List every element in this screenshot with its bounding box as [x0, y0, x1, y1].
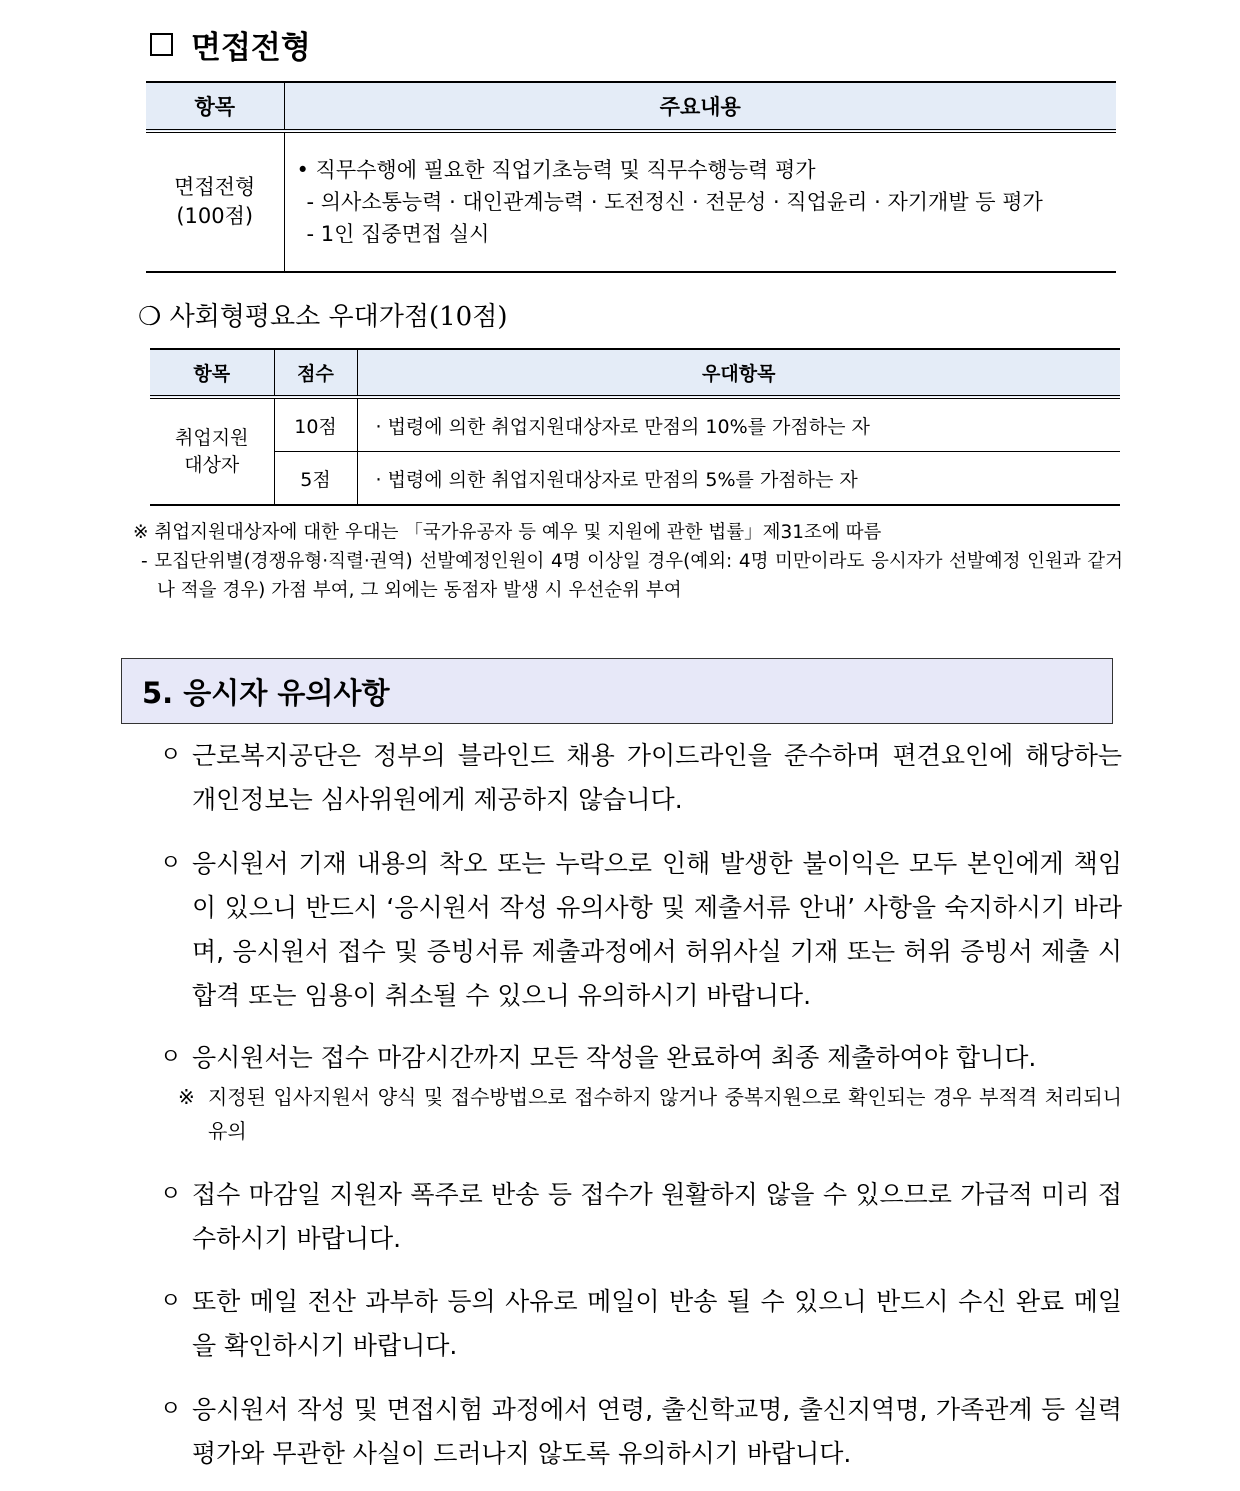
interview-line-1: • 직무수행에 필요한 직업기초능력 및 직무수행능력 평가	[296, 158, 816, 182]
bonus-category-line1: 취업지원	[175, 426, 249, 449]
list-item	[160, 1173, 1122, 1261]
bullet-icon: ㅇ	[160, 1289, 182, 1314]
bonus-table	[150, 348, 1120, 506]
checkbox-square-icon	[150, 33, 173, 56]
section5-banner	[121, 658, 1113, 724]
bullet-icon: ㅇ	[160, 1397, 182, 1422]
table-row	[150, 397, 1120, 452]
interview-line-2: - 의사소통능력 · 대인관계능력 · 도전정신 · 전문성 · 직업윤리 · 자기개발 등 평가	[306, 190, 1043, 214]
interview-section-title	[150, 22, 311, 67]
bullet-icon: ㅇ	[160, 1045, 182, 1070]
bonus-score-cell: 10점	[274, 397, 357, 452]
interview-category-line1: 면접전형	[174, 175, 256, 199]
bonus-header-benefit: 우대항목	[357, 349, 1120, 397]
bonus-header-score: 점수	[274, 349, 357, 397]
interview-title-text: 면접전형	[191, 30, 311, 66]
notice-text: 또한 메일 전산 과부하 등의 사유로 메일이 반송 될 수 있으니 반드시 수신 완료 메일을 확인하시기 바랍니다.	[192, 1287, 1122, 1360]
interview-category-cell	[146, 131, 284, 272]
interview-table	[146, 81, 1116, 273]
list-item	[160, 734, 1122, 822]
bonus-score-cell: 5점	[274, 452, 357, 506]
section5-title: 5. 응시자 유의사항	[142, 675, 390, 710]
bonus-category-line2: 대상자	[184, 453, 240, 476]
bonus-note-2: - 모집단위별(경쟁유형·직렬·권역) 선발예정인원이 4명 이상일 경우(예외: 4명 미만이라도 응시자가 선발예정 인원과 같거나 적을 경우) 가점 부여, 그 외에는 동점자 발생 시 우선순위 부여	[141, 551, 1123, 601]
notice-text: 접수 마감일 지원자 폭주로 반송 등 접수가 원활하지 않을 수 있으므로 가급적 미리 접수하시기 바랍니다.	[192, 1180, 1122, 1253]
bonus-section-title: ❍ 사회형평요소 우대가점(10점)	[138, 302, 508, 332]
notice-subnote-text: 지정된 입사지원서 양식 및 접수방법으로 접수하지 않거나 중복지원으로 확인되는 경우 부적격 처리되니 유의	[208, 1085, 1122, 1143]
notice-text: 근로복지공단은 정부의 블라인드 채용 가이드라인을 준수하며 편견요인에 해당하는 개인정보는 심사위원에게 제공하지 않습니다.	[192, 741, 1122, 814]
interview-header-item: 항목	[146, 82, 284, 131]
reference-mark-icon: ※	[178, 1085, 195, 1109]
list-item	[160, 1036, 1122, 1148]
notice-text: 응시원서는 접수 마감시간까지 모든 작성을 완료하여 최종 제출하여야 합니다.	[192, 1043, 1037, 1072]
list-item	[160, 1280, 1122, 1368]
bullet-icon: ㅇ	[160, 851, 182, 876]
notice-subnote	[160, 1080, 1122, 1148]
interview-header-content: 주요내용	[284, 82, 1116, 131]
bonus-notes	[133, 518, 1123, 605]
interview-category-line2: (100점)	[176, 204, 254, 228]
interview-line-3: - 1인 집중면접 실시	[306, 222, 490, 246]
table-row	[146, 131, 1116, 272]
notice-text: 응시원서 기재 내용의 착오 또는 누락으로 인해 발생한 불이익은 모두 본인에게 책임이 있으니 반드시 ‘응시원서 작성 유의사항 및 제출서류 안내’ 사항을 숙지하시기 바라며, 응시원서 접수 및 증빙서류 제출과정에서 허위사실 기재 또는 허위 증빙서 제출 시 합격 또는 임용이 취소될 수 있으니 유의하시기 바랍니다.	[192, 849, 1122, 1010]
list-item	[160, 1388, 1122, 1476]
bonus-note-1: ※ 취업지원대상자에 대한 우대는 「국가유공자 등 예우 및 지원에 관한 법률」제31조에 따름	[133, 522, 882, 543]
bonus-text-cell: · 법령에 의한 취업지원대상자로 만점의 10%를 가점하는 자	[357, 397, 1120, 452]
bonus-header-item: 항목	[150, 349, 274, 397]
notice-text: 응시원서 작성 및 면접시험 과정에서 연령, 출신학교명, 출신지역명, 가족관계 등 실력평가와 무관한 사실이 드러나지 않도록 유의하시기 바랍니다.	[192, 1395, 1122, 1468]
interview-content-cell	[284, 131, 1116, 272]
bonus-category-cell	[150, 397, 274, 505]
table-row	[150, 452, 1120, 506]
bonus-text-cell: · 법령에 의한 취업지원대상자로 만점의 5%를 가점하는 자	[375, 468, 858, 491]
list-item	[160, 842, 1122, 1018]
bullet-icon: ㅇ	[160, 743, 182, 768]
bullet-icon: ㅇ	[160, 1182, 182, 1207]
